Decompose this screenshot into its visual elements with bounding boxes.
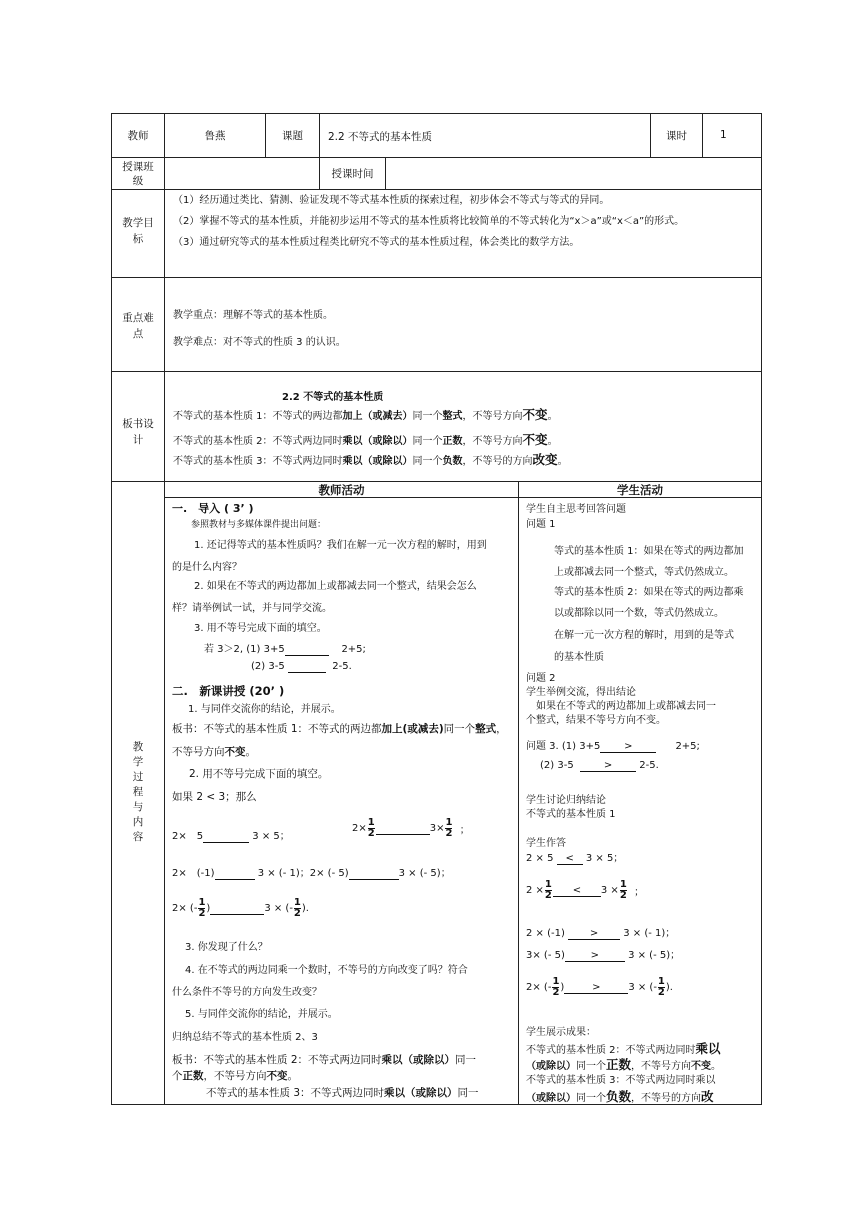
student-activity-header: 学生活动 bbox=[617, 482, 663, 497]
student-answer-1: 2 × 5 < 3 × 5； bbox=[526, 853, 624, 864]
student-result-1: 不等式的基本性质 2：不等式两边同时乘以 bbox=[526, 1041, 721, 1056]
period-value: 1 bbox=[720, 129, 727, 141]
step-1: 1. 与同伴交流你的结论，并展示。 bbox=[188, 704, 341, 715]
exercise-2: 2× $\frac{1}{2}$ 3× $\frac{1}{2}$ ； bbox=[352, 817, 470, 839]
board-note-3: 不等式的基本性质 3：不等式两边同时乘以（或除以）同一 bbox=[206, 1087, 479, 1099]
board-property-3: 不等式的基本性质 3：不等式两边同时乘以（或除以）同一个负数，不等号的方向改变。 bbox=[173, 452, 568, 467]
fraction-one-half: $\frac{1}{2}$ bbox=[552, 976, 560, 998]
question-4-cont: 什么条件不等号的方向发生改变？ bbox=[172, 987, 322, 998]
student-line-1: 学生自主思考回答问题 bbox=[526, 504, 626, 515]
teaching-focus: 教学重点：理解不等式的基本性质。 bbox=[173, 310, 333, 321]
answer-3-cont: 的基本性质 bbox=[554, 652, 604, 663]
teacher-name: 鲁燕 bbox=[204, 130, 226, 142]
question-4: 4. 在不等式的两边同乘一个数时，不等号的方向改变了吗？符合 bbox=[185, 965, 468, 976]
question-found: 3. 你发现了什么？ bbox=[185, 942, 268, 953]
goal-item-3: （3）通过研究等式的基本性质过程类比研究不等式的基本性质过程，体会类比的数学方法。 bbox=[173, 237, 580, 248]
board-note-1-cont: 不等号方向不变。 bbox=[172, 746, 256, 758]
topic-value: 2.2 不等式的基本性质 bbox=[328, 131, 433, 143]
section-1-title: 一. 导入 ( 3’ ) bbox=[172, 502, 254, 515]
question-1: 1. 还记得等式的基本性质吗？我们在解一元一次方程的解时，用到 bbox=[194, 540, 487, 551]
fill-blank-2: (2) 3-5 2-5. bbox=[251, 661, 352, 672]
row-divider bbox=[111, 157, 762, 158]
student-problem-2-c: 个整式，结果不等号方向不变。 bbox=[526, 715, 666, 726]
student-answer-2: 2 × $\frac{1}{2}$ < 3 × $\frac{1}{2}$ ； bbox=[526, 879, 645, 901]
board-title: 2.2 不等式的基本性质 bbox=[282, 392, 384, 403]
step-2: 2. 用不等号完成下面的填空。 bbox=[189, 768, 329, 780]
answer-3: 在解一元一次方程的解时，用到的是等式 bbox=[554, 630, 734, 641]
exercise-1: 2× 5 3 × 5； bbox=[172, 831, 290, 842]
fraction-one-half: $\frac{1}{2}$ bbox=[445, 817, 453, 839]
board-label: 板书设计 bbox=[122, 418, 154, 446]
section-1-intro: 参照教材与多媒体课件提出问题： bbox=[191, 520, 327, 530]
fraction-one-half: $\frac{1}{2}$ bbox=[367, 817, 375, 839]
board-note-2-cont: 个正数，不等号方向不变。 bbox=[172, 1070, 298, 1082]
fraction-one-half: $\frac{1}{2}$ bbox=[619, 879, 627, 901]
table-border-left bbox=[111, 113, 112, 1105]
question-2-cont: 样？请举例试一试，并与同学交流。 bbox=[172, 603, 332, 614]
question-2: 2. 如果在不等式的两边都加上或都减去同一个整式，结果会怎么 bbox=[194, 581, 477, 592]
row-divider bbox=[111, 189, 762, 190]
goal-item-1: （1）经历通过类比、猜测、验证发现不等式基本性质的探索过程，初步体会不等式与等式的异同。 bbox=[173, 195, 610, 206]
col-divider bbox=[385, 157, 386, 189]
class-label: 授课班级 bbox=[122, 160, 154, 187]
fraction-one-half: $\frac{1}{2}$ bbox=[657, 976, 665, 998]
row-divider bbox=[111, 277, 762, 278]
goal-item-2: （2）掌握不等式的基本性质，并能初步运用不等式的基本性质将比较简单的不等式转化为“x＞a”或“x＜a”的形式。 bbox=[173, 216, 685, 227]
board-property-1: 不等式的基本性质 1：不等式的两边都加上（或减去）同一个整式，不等号方向不变。 bbox=[173, 407, 558, 422]
table-border-right bbox=[761, 113, 762, 1105]
goals-label: 教学目标 bbox=[122, 217, 154, 245]
teaching-difficulty: 教学难点：对不等式的性质 3 的认识。 bbox=[173, 337, 346, 348]
topic-label: 课题 bbox=[282, 130, 303, 142]
condition: 如果 2 < 3；那么 bbox=[172, 791, 257, 803]
student-problem-1: 问题 1 bbox=[526, 519, 556, 530]
exercise-4: 2× (- $\frac{1}{2}$ ) 3 × (- $\frac{1}{2}$ ). bbox=[172, 897, 309, 919]
student-answer-3: 2 × (-1) > 3 × (- 1)； bbox=[526, 928, 676, 939]
exercise-3: 2× (-1) 3 × (- 1)；2× (- 5) 3 × (- 5)； bbox=[172, 868, 451, 879]
student-result-2-cont: （或除以）同一个负数，不等号的方向改 bbox=[526, 1089, 714, 1104]
student-problem-2-a: 学生举例交流，得出结论 bbox=[526, 687, 636, 698]
student-work: 学生作答 bbox=[526, 838, 566, 849]
student-problem-2-b: 如果在不等式的两边都加上或都减去同一 bbox=[536, 701, 716, 712]
row-divider bbox=[164, 497, 762, 498]
student-discuss: 学生讨论归纳结论 bbox=[526, 795, 606, 806]
student-problem-2: 问题 2 bbox=[526, 673, 556, 684]
student-result-1-cont: （或除以）同一个正数，不等号方向不变。 bbox=[526, 1057, 722, 1072]
time-label: 授课时间 bbox=[331, 168, 374, 180]
question-1-cont: 的是什么内容？ bbox=[172, 562, 242, 573]
teacher-label: 教师 bbox=[127, 130, 149, 142]
student-result-2: 不等式的基本性质 3：不等式两边同时乘以 bbox=[526, 1075, 716, 1086]
answer-2-cont: 以或都除以同一个数，等式仍然成立。 bbox=[554, 608, 724, 619]
col-divider bbox=[518, 481, 519, 1105]
student-show: 学生展示成果： bbox=[526, 1027, 596, 1038]
answer-1: 等式的基本性质 1：如果在等式的两边都加 bbox=[554, 546, 744, 557]
student-problem-3-2: (2) 3-5 > 2-5. bbox=[540, 760, 659, 771]
col-divider bbox=[702, 113, 703, 157]
keypoints-label: 重点难点 bbox=[122, 312, 154, 340]
teacher-activity-header: 教师活动 bbox=[318, 482, 365, 497]
student-answer-4: 3× (- 5) > 3 × (- 5)； bbox=[526, 950, 681, 961]
col-divider bbox=[164, 113, 165, 1105]
board-note-2: 板书：不等式的基本性质 2：不等式两边同时乘以（或除以）同一 bbox=[172, 1054, 477, 1066]
question-3: 3. 用不等号完成下面的填空。 bbox=[194, 623, 327, 634]
row-divider bbox=[111, 371, 762, 372]
answer-2: 等式的基本性质 2：如果在等式的两边都乘 bbox=[554, 587, 744, 598]
fraction-one-half: $\frac{1}{2}$ bbox=[544, 879, 552, 901]
fraction-one-half: $\frac{1}{2}$ bbox=[293, 897, 301, 919]
process-label: 教学过程与内容 bbox=[132, 741, 144, 843]
section-2-title: 二. 新课讲授 (20’ ) bbox=[172, 684, 285, 698]
student-problem-3-1: 问题 3. (1) 3+5 > 2+5; bbox=[526, 741, 700, 752]
board-property-2: 不等式的基本性质 2：不等式两边同时乘以（或除以）同一个正数，不等号方向不变。 bbox=[173, 432, 558, 447]
board-note-1: 板书：不等式的基本性质 1：不等式的两边都加上(或减去)同一个整式， bbox=[172, 723, 507, 735]
student-discuss-2: 不等式的基本性质 1 bbox=[526, 809, 616, 820]
fraction-one-half: $\frac{1}{2}$ bbox=[198, 897, 206, 919]
fill-blank-1: 若 3＞2, (1) 3+5 2+5; bbox=[204, 644, 366, 655]
summary: 归纳总结不等式的基本性质 2、3 bbox=[172, 1032, 318, 1043]
student-answer-5: 2× (- $\frac{1}{2}$ ) > 3 × (- $\frac{1}{2}$ ). bbox=[526, 976, 673, 998]
answer-1-cont: 上或都减去同一个整式，等式仍然成立。 bbox=[554, 567, 734, 578]
period-label: 课时 bbox=[666, 130, 687, 142]
question-5: 5. 与同伴交流你的结论，并展示。 bbox=[185, 1009, 338, 1020]
